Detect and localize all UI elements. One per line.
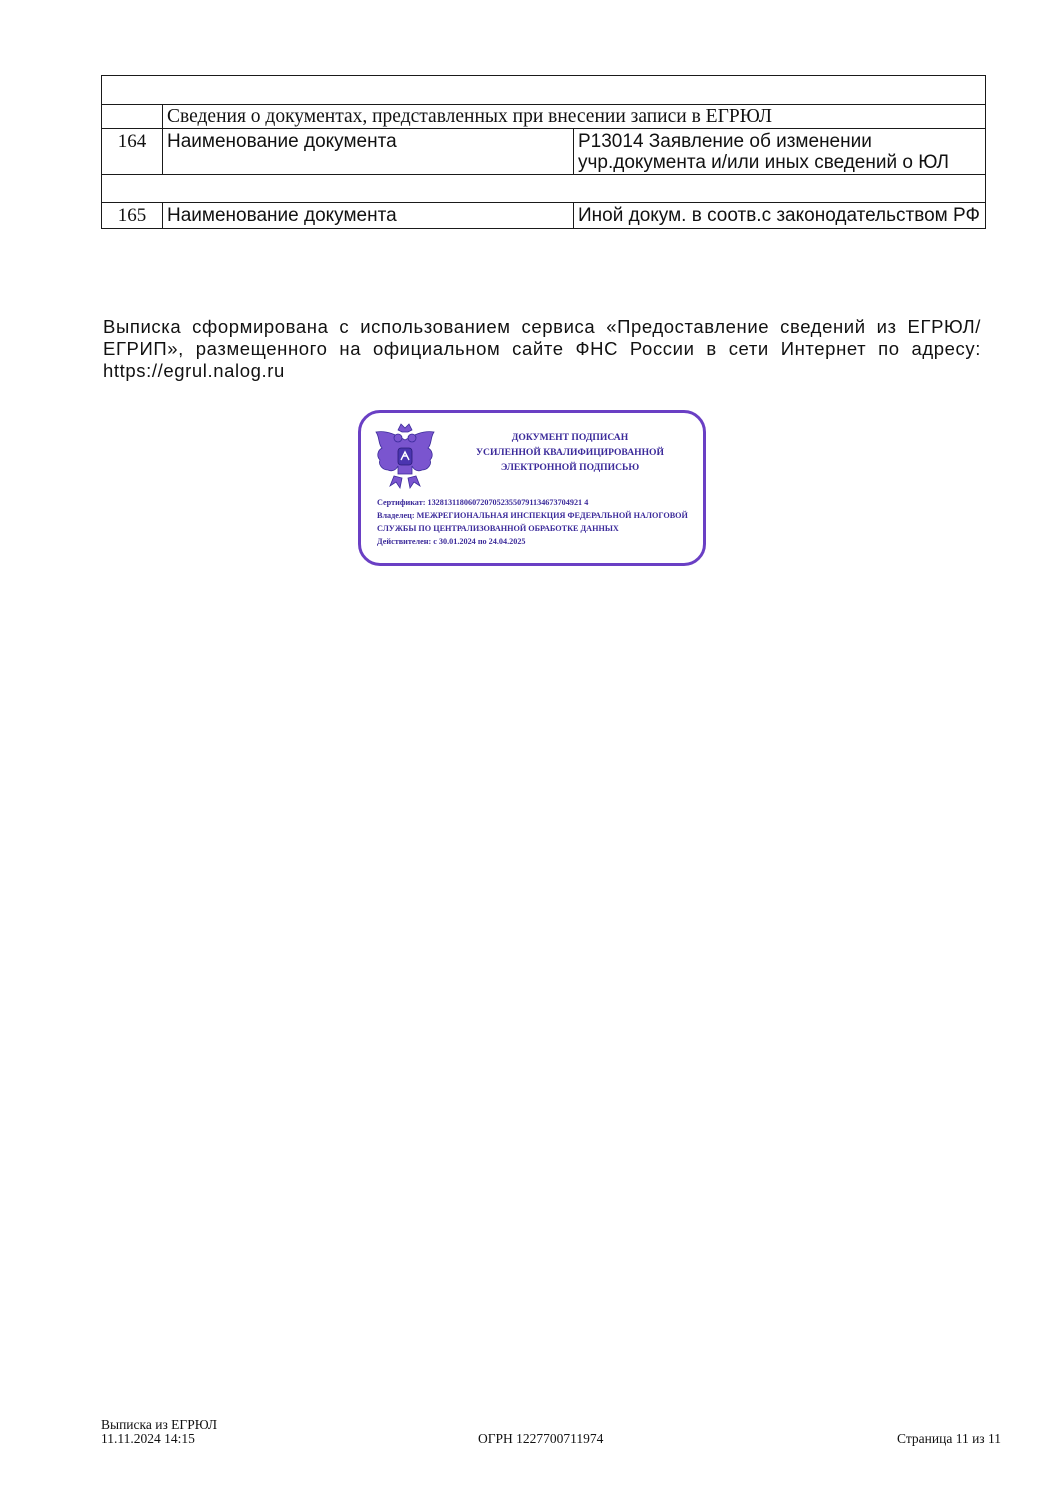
stamp-owner: Владелец: МЕЖРЕГИОНАЛЬНАЯ ИНСПЕКЦИЯ ФЕДЕРАЛЬНОЙ НАЛОГОВОЙ СЛУЖБЫ ПО ЦЕНТРАЛИЗОВАННОЙ ОБРАБОТКЕ ДАННЫХ (377, 511, 688, 533)
stamp-heading-line: ДОКУМЕНТ ПОДПИСАН (511, 432, 629, 443)
section-header-row (102, 105, 986, 129)
row-number: 164 (102, 129, 163, 175)
field-label: Наименование документа (163, 129, 574, 175)
russian-coat-of-arms-icon (368, 420, 442, 492)
stamp-details (377, 496, 697, 548)
page-footer (101, 1418, 1001, 1446)
empty-cell (102, 76, 986, 105)
stamp-heading-line: ЭЛЕКТРОННОЙ ПОДПИСЬЮ (500, 462, 640, 473)
field-label: Наименование документа (163, 203, 574, 229)
field-value: Иной докум. в соотв.с законодательством РФ (574, 203, 986, 229)
footer-doc-title: Выписка из ЕГРЮЛ (101, 1417, 218, 1432)
field-value: Р13014 Заявление об изменении учр.документа и/или иных сведений о ЮЛ (574, 129, 986, 175)
table-row (102, 203, 986, 229)
empty-cell (102, 105, 163, 129)
stamp-validity: Действителен: с 30.01.2024 по 24.04.2025 (377, 537, 526, 546)
stamp-heading-line: УСИЛЕННОЙ КВАЛИФИЦИРОВАННОЙ (476, 447, 664, 458)
extract-notice: Выписка сформирована с использованием сервиса «Предоставление сведений из ЕГРЮЛ/ЕГРИП», размещенного на официальном сайте ФНС России в сети Интернет по адресу: https://egrul.nalog.ru (103, 316, 981, 381)
egrul-records-table (101, 75, 986, 229)
footer-page-number: Страница 11 из 11 (897, 1431, 1001, 1446)
footer-ogrn: ОГРН 1227700711974 (478, 1431, 604, 1446)
footer-datetime: 11.11.2024 14:15 (101, 1431, 195, 1446)
section-title: Сведения о документах, представленных при внесении записи в ЕГРЮЛ (163, 105, 986, 129)
electronic-signature-stamp (358, 410, 706, 566)
empty-row (102, 76, 986, 105)
row-number: 165 (102, 203, 163, 229)
stamp-heading (453, 430, 687, 475)
empty-row (102, 175, 986, 203)
empty-cell (102, 175, 986, 203)
table-row (102, 129, 986, 175)
stamp-certificate: Сертификат: 13281311806072070523550791134673704921 4 (377, 498, 589, 507)
